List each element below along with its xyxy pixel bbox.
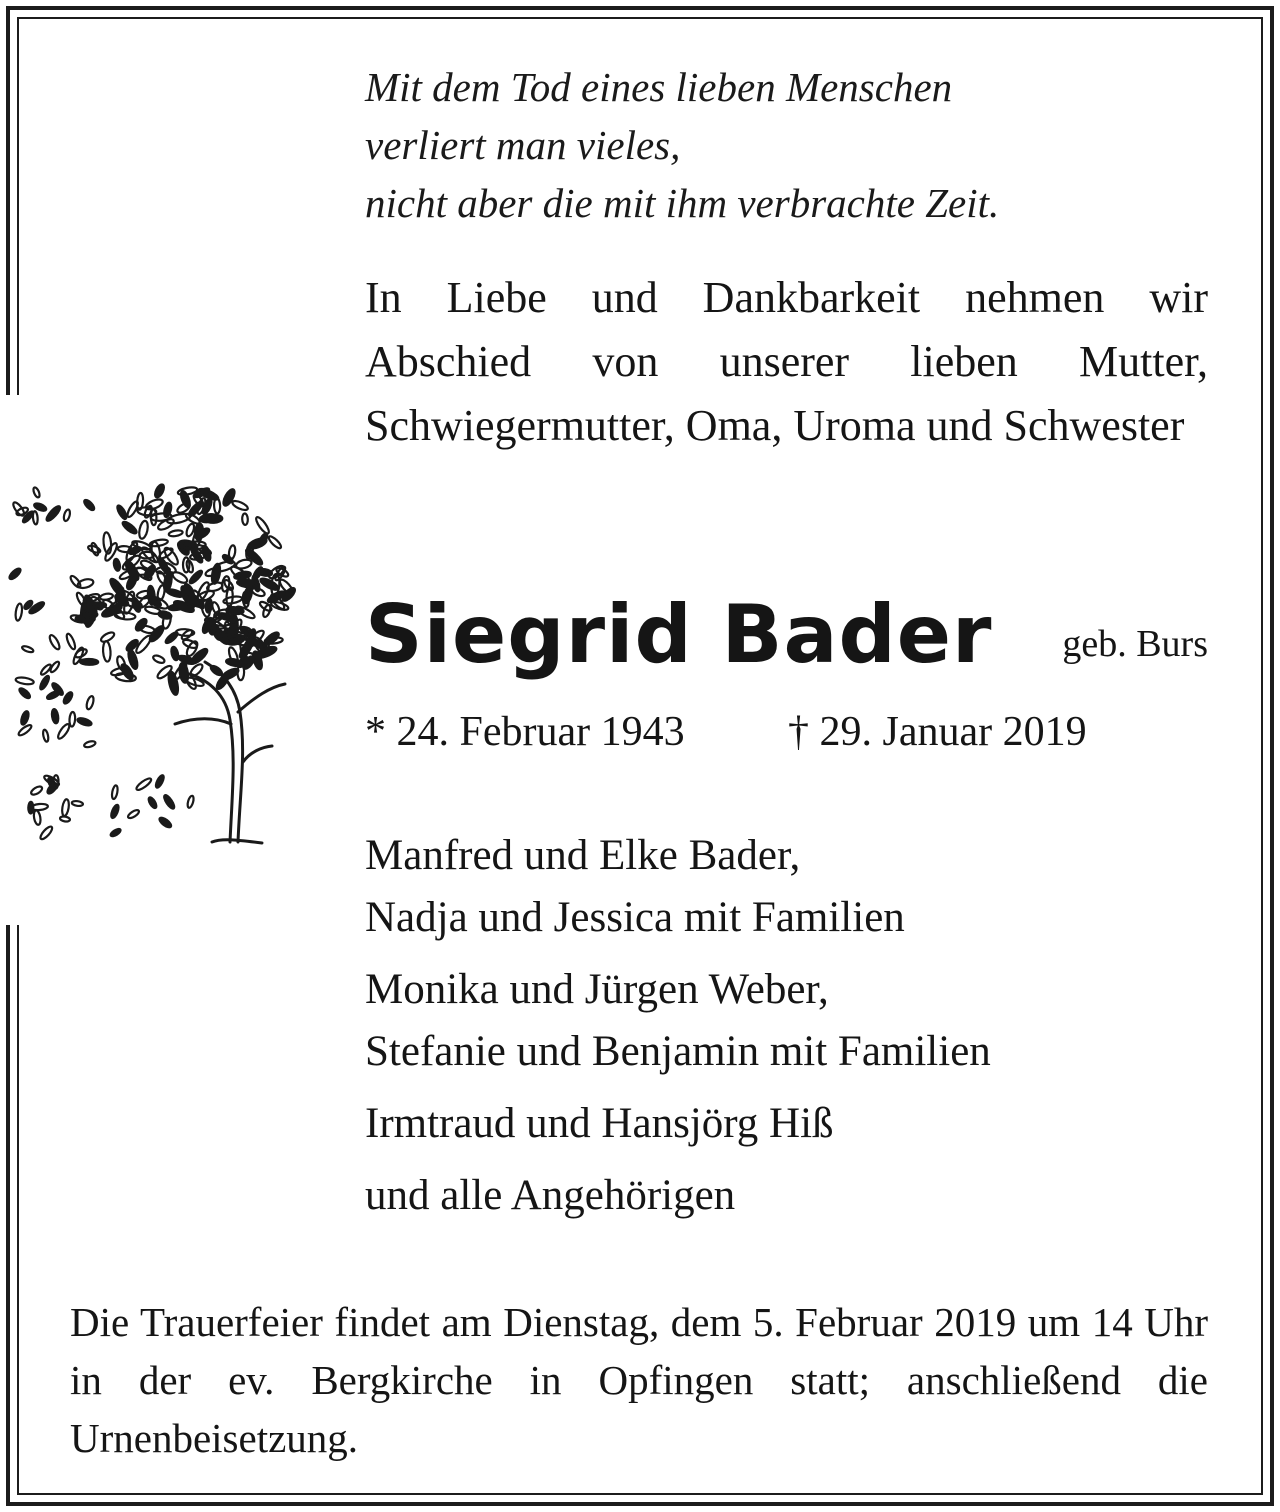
mourner-line: und alle Angehörigen — [365, 1172, 736, 1219]
windblown-tree-icon — [0, 462, 330, 857]
motto-line: Mit dem Tod eines lieben Menschen — [365, 64, 953, 110]
mourner-group — [365, 1165, 1225, 1227]
maiden-name: geb. Burs — [1062, 623, 1208, 665]
deceased-name-line — [365, 585, 1208, 685]
mourners-list — [365, 825, 1225, 1237]
deceased-name: Siegrid Bader — [365, 588, 993, 681]
motto-line: nicht aber die mit ihm verbrachte Zeit. — [365, 180, 1000, 226]
mourner-group — [365, 825, 1225, 949]
motto-quote — [365, 58, 1235, 232]
mourner-group — [365, 1093, 1225, 1155]
mourner-line: Nadja und Jessica mit Familien — [365, 894, 905, 941]
mourner-group — [365, 959, 1225, 1083]
motto-line: verliert man vieles, — [365, 122, 681, 168]
mourner-line: Monika und Jürgen Weber, — [365, 966, 829, 1013]
death-date: † 29. Januar 2019 — [788, 709, 1087, 755]
life-dates — [365, 702, 1208, 762]
intro-text: In Liebe und Dankbarkeit nehmen wir Abschied von unserer lieben Mutter, Schwiegermutter, Oma, Uroma und Schwester — [365, 273, 1208, 450]
birth-date: * 24. Februar 1943 — [365, 709, 685, 755]
mourner-line: Stefanie und Benjamin mit Familien — [365, 1028, 991, 1075]
mourner-line: Irmtraud und Hansjörg Hiß — [365, 1100, 834, 1147]
mourner-line: Manfred und Elke Bader, — [365, 832, 801, 879]
ceremony-notice: Die Trauerfeier findet am Dienstag, dem 5. Februar 2019 um 14 Uhr in der ev. Bergkirche in Opfingen statt; anschließend die Urnenbeisetzung. — [70, 1299, 1208, 1461]
